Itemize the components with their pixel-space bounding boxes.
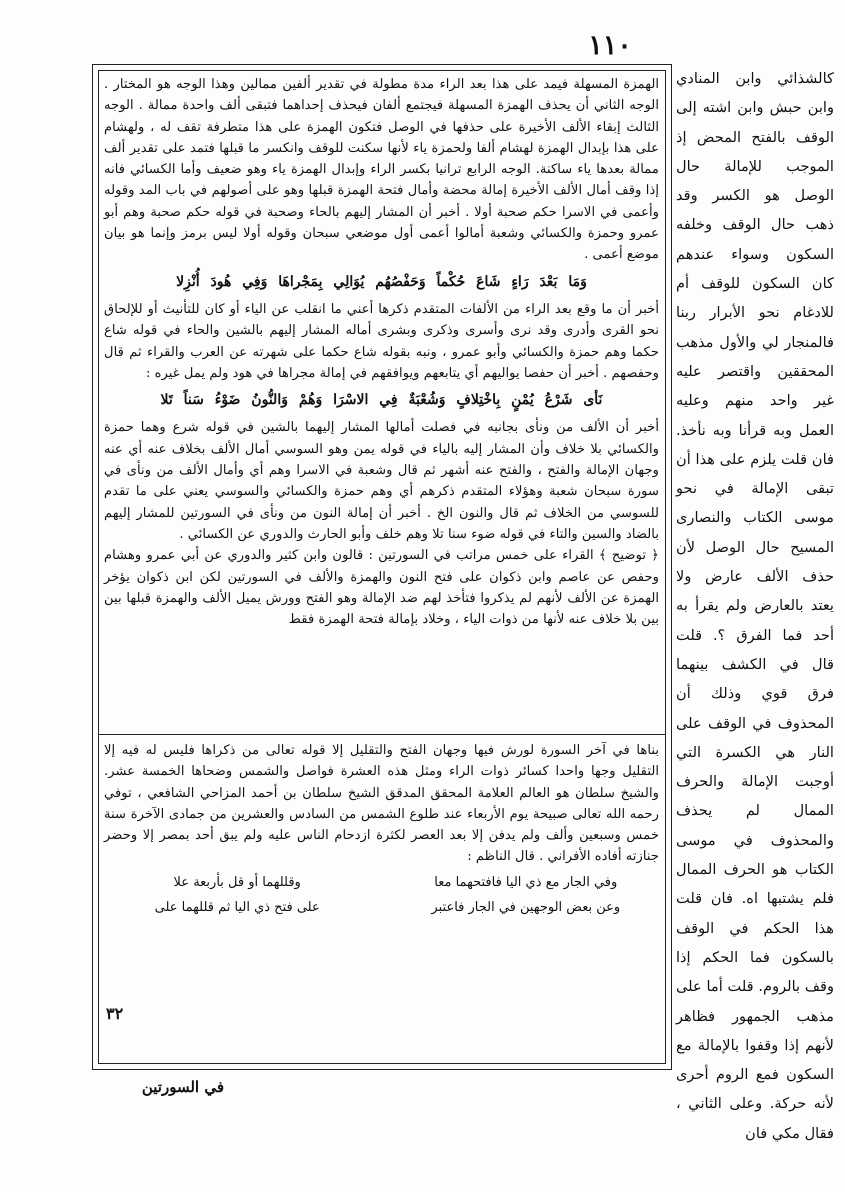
paragraph: أخبر أن الألف من ونأى بجانبه في فصلت أمالها المشار إليهما بالشين في قوله شرع وهما حمزة والكسائي بلا خلاف وأن المشار إليه بالياء في قوله يمن وهو السوسي أمال الألف بخلاف عنه أي عنه وجهان الإمالة والفتح ، والفتح عنه أشهر ثم قال وشعبة في الاسرا وهم أي وأمال الألف من ونأى في سورة سبحان شعبة وهؤلاء المتقدم ذكرهم أي وهم حمزة والكسائي والسوسي يعني على ما تقدم للسوسي من الخلاف ثم قال والنون الخ . أخبر أن إمالة النون من ونأى في السورتين للمشار إليهم بالضاد والسين والتاء في قوله ضوء سنا تلا وهم خلف وأبو الحارث والدوري عن الكسائي .	[104, 420, 659, 542]
hemistich-left: على فتح ذي اليا ثم قللهما على	[154, 900, 320, 916]
paragraph: ﴿ توضيح ﴾ القراء على خمس مراتب في السورتين : قالون وابن كثير والدوري عن أبي عمرو وهشام وحفص عن عاصم وابن ذكوان على فتح النون والهمزة والألف في السورتين لكن ابن ذكوان يؤخر الهمزة عن الألف لأنهم لم يذكروا فتأخذ لهم ضد الإمالة وهو الفتح وورش يميل الألف والهمزة قبلها بين بين بلا خلاف عنه لأنها من ذوات الياء ، وخلاد بإمالة فتحة الهمزة فقط	[104, 548, 659, 628]
hemistich-right: وعن بعض الوجهين في الجار فاعتبر	[431, 900, 621, 916]
margin-paragraph: كالشذائي وابن المنادي وابن حبش وابن اشته إلى الوقف بالفتح المحض إذ الموجب للإمالة حال الوصل هو الكسر وقد ذهب حال الوقف وخلفه السكون وسواء عندهم كان السكون للوقف أم للادغام نحو الأبرار ربنا فالمنجار لي والأول مذهب المحققين واقتصر عليه غير واحد منهم وعليه العمل وبه قرأنا وبه نأخذ. فان قلت يلزم على هذا أن تبقى الإمالة في نحو موسى الكتاب والنصارى المسيح حال الوصل لأن حذف الألف عارض ولا يعتد بالعارض ولم يقرأ به أحد فما الفرق ؟. قلت قال في الكشف بينهما فرق قوي وذلك أن المحذوف في الوقف على النار هي الكسرة التي أوجبت الإمالة والحرف الممال لم يحذف والمحذوف في موسى الكتاب هو الحرف الممال فلم يشتبها اه. فان قلت هذا الحكم في الوقف بالسكون فما الحكم إذا وقف بالروم. قلت أما على مذهب الجمهور فظاهر لأنهم إذا وقفوا بالإمالة مع السكون فمع الروم أحرى لأنه حركة. وعلى الثاني ، فقال مكي فان	[676, 70, 834, 1142]
hemistich-right: وفي الجار مع ذي اليا فافتحهما معا	[434, 874, 618, 890]
section-divider	[98, 734, 666, 735]
poem-verse: نَأى شَرْعُ يُمْنٍ بِاخْتِلافٍ وَشُعْبَةٌ فِي الاسْرَا وَهُمْ وَالنُّونُ ضَوْءُ سَناً تَلا	[160, 392, 603, 409]
hemistich-left: وقللهما أو قل بأربعة علا	[173, 874, 301, 890]
poem-line	[104, 872, 659, 893]
paragraph: الهمزة المسهلة فيمد على هذا بعد الراء مدة مطولة في تقدير ألفين ممالين وهذا الوجه هو المختار . الوجه الثاني أن يحذف الهمزة المسهلة فيجتمع ألفان فيحذف إحداهما فتبقى ألف واحدة ممالة . الوجه الثالث إبقاء الألف الأخيرة على حذفها في الوصل فتكون الهمزة على هذا متطرفة تقف له ، ولهشام على هذا بإبدال الهمزة لهشام ألفا ولحمزة ياء لأنها سكنت للوقف وانكسر ما قبلها فتمد على تقدير ألف ممالة بعدها ياء ساكنة. الوجه الرابع ترانيا بكسر الراء وإبدال الهمزة ياء وهو ضعيف وأما الكسائي فانه إذا وقف أمال الألف الأخيرة إمالة محضة وأمال فتحة الهمزة قبلها وهو على أصولهم في باب المد وقوله وأعمى في الاسرا حكم صحبة أولا . أخبر أن المشار إليهم بالحاء وصحبة في قوله حكم صحبة وهم أبو عمرو وحمزة والكسائي وشعبة أمالوا أعمى أول موضعي سبحان وقوله أولا ليس برمز وإنما هو بيان موضع أعمى .	[104, 77, 659, 263]
paragraph: بناها في آخر السورة لورش فيها وجهان الفتح والتقليل إلا قوله تعالى من ذكراها فليس له فيه إلا التقليل وجها واحدا كسائر ذوات الراء ومثل هذه العشرة فواصل والشمس وضحاها الخمسة عشر. والشيخ سلطان هو العالم العلامة المحقق المدقق الشيخ سلطان بن أحمد المزاحي الشافعي ، توفي رحمه الله تعالى صبيحة يوم الأربعاء عند طلوع الشمس من السادس والعشرين من جمادى الآخرة سنة خمس وسبعين وألف ولم يدفن إلا بعد العصر لكثرة ازدحام الناس عليه ولم يبق أحد بمصر إلا وحضر جنازته أفاده الأفراني . قال الناظم :	[104, 743, 659, 865]
page-number: ١١٠	[588, 30, 632, 61]
poem-verse: وَمَا بَعْدَ رَاءٍ شَاعَ حُكْماً وَحَفْصُهُم يُوَالِي بِمَجْراهَا وَفِي هُودَ أُنْزِلا	[176, 273, 587, 290]
main-text-upper	[104, 74, 659, 730]
main-text-lower	[104, 740, 659, 1058]
verse-number-mark: ٣٢	[106, 1004, 124, 1023]
catchword: في السورتين	[141, 1078, 224, 1096]
poem-line	[104, 897, 659, 918]
margin-commentary	[676, 64, 834, 1142]
paragraph: أخبر أن ما وقع بعد الراء من الألفات المتقدم ذكرها أعني ما انقلب عن الياء أو كان للتأنيث أو للإلحاق نحو القرى وأدرى وقد نرى وأسرى وذكرى وبشرى أماله المشار إليهم بالشين والحاء في قوله شاع حكما وهم حمزة والكسائي وأبو عمرو ، ونبه بقوله شاع حكما على شهرته عن العرب والقراء ثم قال وحفصهم . أخبر أن حفصا يواليهم أي يتابعهم ويوافقهم في إمالة مجراها في هود ولم يمل غيره :	[104, 301, 659, 381]
